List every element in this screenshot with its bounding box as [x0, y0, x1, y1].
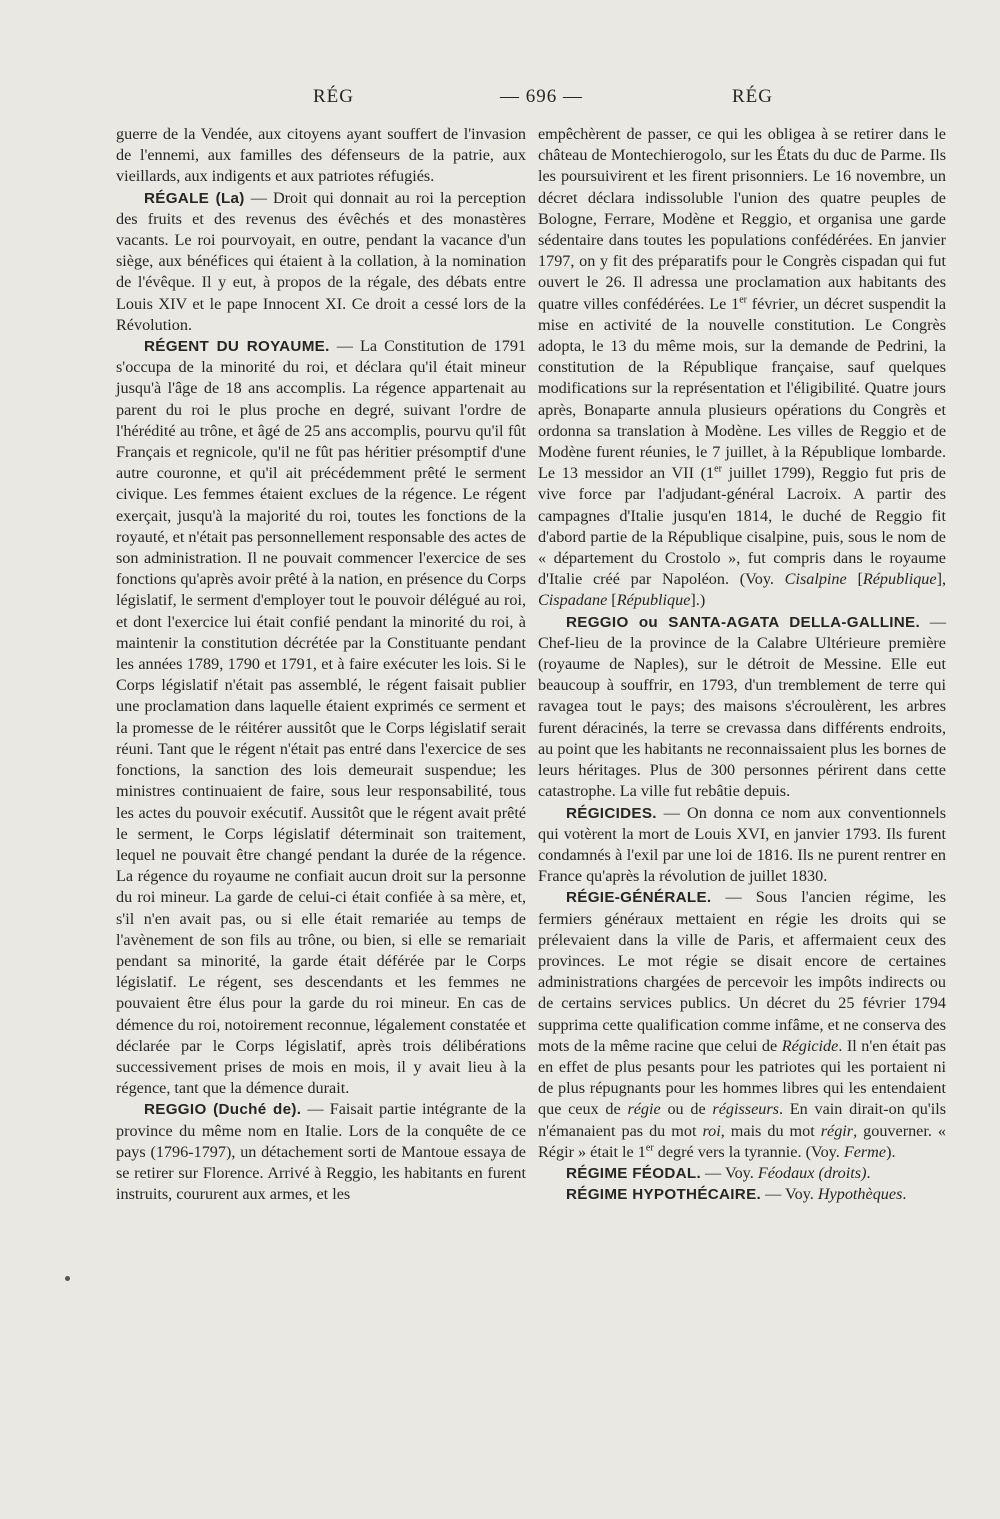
italic-term: Régicide [781, 1036, 839, 1055]
cross-reference: Hypothèques [817, 1185, 903, 1204]
paragraph-text: [ [607, 591, 617, 610]
entry-text: — Voy. [761, 1185, 818, 1204]
page-number: — 696 — [500, 86, 583, 107]
entry-text: ou de [660, 1100, 713, 1119]
entry-text: — On donna ce nom aux conventionnels qui votèrent la mort de Louis XVI, en janvier 1793. Ils furent condamnés à l'exil par une loi de 1816. Ils ne purent rentrer en France qu'après la révolution de juillet 1830. [538, 803, 946, 886]
paragraph-text: guerre de la Vendée, aux citoyens ayant souffert de l'invasion de l'ennemi, aux familles des défenseurs de la patrie, aux vieillards, aux indigents et aux patriotes réfugiés. [116, 125, 526, 186]
entry-reggio-duche [116, 1099, 526, 1205]
cross-reference: Cisalpine [784, 570, 847, 589]
paragraph-text: juillet 1799), Reggio fut pris de vive force par l'adjudant-général Lacroix. A partir des campagnes d'Italie jusqu'en 1814, le duché de Reggio fit d'abord partie de la République cisalpine, puis, sous le nom de « département du Crostolo », fut compris dans le royaume d'Italie créé par Napoléon. (Voy. [538, 464, 946, 589]
entry-text: . [866, 1163, 871, 1182]
italic-term: régie [627, 1100, 661, 1119]
entry-text: degré vers la tyrannie. (Voy. [653, 1142, 844, 1161]
entry-text: . En vain dirait-on qu'ils n'émanaient pas du mot [538, 1100, 946, 1140]
italic-term: régir [820, 1121, 854, 1140]
entry-headword: RÉGIME HYPOTHÉCAIRE. [566, 1186, 762, 1204]
cross-reference: Féodaux (droits) [757, 1163, 867, 1182]
entry-reggio-santa-agata [538, 612, 946, 803]
entry-text: — Droit qui donnait au roi la perception des fruits et des revenus des évêchés et des monastères vacants. Le roi pourvoyait, en outre, pendant la vacance d'un siège, aux bénéfices qui étaient à la collation, à la nomination de l'évêque. Il y eut, à propos de la régale, des débats entre Louis XIV et le pape Innocent XI. Ce droit a cessé lors de la Révolution. [116, 188, 526, 334]
entry-text: . Il n'en était pas en effet de plus pesants pour les patriotes qui les portaient ni de plus répugnants pour les hommes libres qui les entendaient que ceux de [538, 1036, 946, 1119]
entry-headword: REGGIO (Duché de). [144, 1101, 302, 1119]
entry-text: — La Constitution de 1791 s'occupa de la minorité du roi, et déclara qu'il était mineur jusqu'à l'âge de 18 ans accomplis. La régence appartenait au parent du roi le plus proche en degré, suivant l'ordre de l'hérédité au trône, et âgé de 25 ans accomplis, pourvu qu'il fût Français et regnicole, qu'il ne fût pas héritier présomptif d'une autre couronne, et qu'il ait précédemment prêté le serment civique. Les femmes étaient exclues de la régence. Le régent exerçait, jusqu'à la majorité du roi, toutes les fonctions de la royauté, et n'était pas personnellement responsable des actes de son administration. Il ne pouvait commencer l'exercice de ses fonctions qu'après avoir prêté à la nation, en présence du Corps législatif, le serment d'employer tout le pouvoir délégué au roi, et dont l'exercice lui était confié pendant la minorité du roi, à maintenir la constitution décrétée par la Constituante pendant les années 1789, 1790 et 1791, et à faire exécuter les lois. Si le Corps législatif n'était pas assemblé, le régent faisait publier une proclamation dans laquelle étaient exprimés ce serment et la promesse de le réitérer aussitôt que le Corps législatif serait réuni. Tant que le régent n'était pas entré dans l'exercice de ses fonctions, la sanction des lois demeurait suspendue; les ministres continuaient de faire, sous leur responsabilité, tous les actes du pouvoir exécutif. Aussitôt que le régent avait prêté le serment, le Corps législatif déterminait son traitement, lequel ne pouvait être changé pendant la durée de la régence. La régence du royaume ne confiait aucun droit sur la personne du roi mineur. La garde de celui-ci était confiée à sa mère, et, s'il n'en avait pas, ou si elle était remariée au temps de l'avènement de son fils au trône, ou bien, si elle se remariait pendant sa minorité, la garde était déférée par le Corps législatif. Le régent, ses descendants et les femmes ne pouvaient être élus pour la garde du roi mineur. En cas de démence du roi, notoirement reconnue, légalement constatée et déclarée par le Corps législatif, après trois délibérations successivement prises de mois en mois, il y avait lieu à la régence, tant que la démence durait. [116, 337, 527, 1098]
entry-text: — Faisait partie intégrante de la province du même nom en Italie. Lors de la conquête de ce pays (1796-1797), un détachement sorti de Mantoue essaya de se retirer sur Florence. Arrivé à Reggio, les habitants en furent instruits, coururent aux armes, et les [116, 1100, 526, 1204]
header-right-keyword: RÉG [732, 86, 773, 107]
paragraph-text: février, un décret suspendit la mise en activité de la nouvelle constitution. Le Congrès adopta, le 13 du même mois, sur la demande de Pedrini, la constitution de la République française, sauf quelques modifications sur la représentation et l'éligibilité. Quatre jours après, Bonaparte annula plusieurs opérations du Congrès et ordonna sa translation à Modène. Les villes de Reggio et de Modène furent réunies, le 7 juillet, à la République lombarde. Le 13 messidor an VII (1 [538, 294, 947, 483]
italic-term: régisseurs [712, 1100, 779, 1119]
entry-text: — Chef-lieu de la province de la Calabre Ultérieure première (royaume de Naples), sur le détroit de Messine. Elle eut beaucoup à souffrir, en 1793, d'un tremblement de terre qui ravagea tout le pays; des maisons s'écroulèrent, les arbres furent déracinés, la terre se crevassa dans différents endroits, au point que les habitants ne reconnaissaient plus les bornes de leurs héritages. Plus de 300 personnes périrent dans cette catastrophe. La ville fut rebâtie depuis. [538, 612, 947, 801]
right-column [538, 124, 946, 1205]
cross-reference: République [616, 591, 691, 610]
entry-regicides [538, 803, 946, 888]
entry-text: — Sous l'ancien régime, les fermiers généraux mettaient en régie les droits qui se prélevaient dans la ville de Paris, et affermaient ceux des provinces. Le mot régie se disait encore de certaines administrations chargées de percevoir les impôts indirects ou de certains services publics. Un décret du 25 février 1794 supprima cette qualification comme infâme, et ne conserva des mots de la même racine que celui de [538, 888, 946, 1055]
entry-text: ). [886, 1142, 896, 1161]
running-header [0, 86, 1000, 120]
entry-headword: RÉGIME FÉODAL. [566, 1164, 701, 1182]
left-column [116, 124, 526, 1205]
margin-ink-dot [65, 1276, 70, 1281]
continued-paragraph [116, 124, 526, 188]
paragraph-text: [ [846, 570, 863, 589]
entry-text: , mais du mot [720, 1121, 821, 1140]
italic-term: roi [702, 1121, 721, 1140]
entry-regale [116, 188, 526, 336]
entry-headword: RÉGICIDES. [566, 804, 657, 822]
cross-reference: Cispadane [538, 591, 608, 610]
superscript: er [645, 1142, 654, 1154]
entry-headword: RÉGIE-GÉNÉRALE. [566, 889, 712, 907]
superscript: er [739, 294, 747, 306]
continued-paragraph [538, 124, 946, 612]
paragraph-text: ], [936, 570, 947, 589]
entry-text: , gouverner. « Régir » était le 1 [538, 1121, 946, 1161]
cross-reference: Ferme [843, 1142, 887, 1161]
entry-headword: RÉGALE (La) [144, 189, 245, 207]
entry-text: . [902, 1185, 907, 1204]
entry-regie-generale [538, 887, 946, 1163]
paragraph-text: empêchèrent de passer, ce qui les obligea à se retirer dans le château de Montechierogolo, sur les États du duc de Parme. Ils les poursuivirent et les firent prisonniers. Le 16 novembre, un décret déclara indissoluble l'union des quatre peuples de Bologne, Ferrare, Modène et Reggio, et organisa une garde sédentaire dans toutes les populations confédérées. En janvier 1797, on y fit des préparatifs pour le Congrès cispadan qui fut ouvert le 26. Il adressa une proclamation aux habitants des quatre villes confédérées. Le 1 [538, 125, 946, 313]
entry-headword: REGGIO ou SANTA-AGATA DELLA-GALLINE. [566, 613, 921, 631]
entry-text: — Voy. [700, 1163, 758, 1182]
entry-regent-du-royaume [116, 336, 526, 1099]
cross-reference: République [862, 570, 937, 589]
header-left-keyword: RÉG [313, 86, 354, 107]
entry-headword: RÉGENT DU ROYAUME. [144, 338, 330, 356]
entry-regime-feodal [538, 1163, 946, 1184]
superscript: er [714, 463, 722, 475]
paragraph-text: ].) [690, 591, 706, 610]
entry-regime-hypothecaire [538, 1184, 946, 1205]
